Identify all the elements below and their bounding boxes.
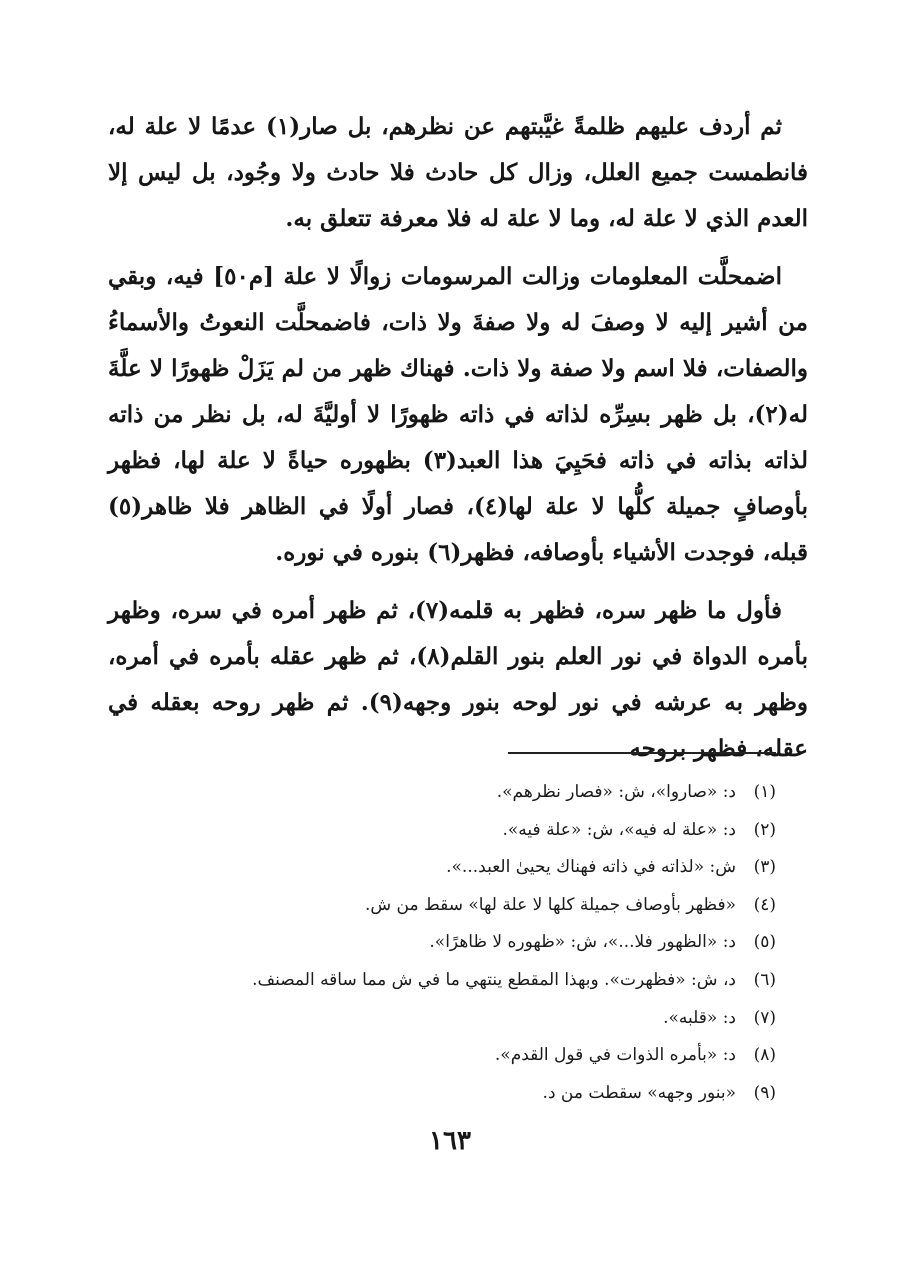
footnote-number: (٦) xyxy=(753,969,776,990)
footnote-9 xyxy=(176,1075,776,1113)
footnote-text: د، ش: «فظهرت». وبهذا المقطع ينتهي ما في ش مما ساقه المصنف. xyxy=(252,969,736,990)
footnote-text: ش: «لذاته في ذاته فهناك يحيىٰ العبد...». xyxy=(446,857,736,878)
footnote-4 xyxy=(176,887,776,925)
footnote-text: «فظهر بأوصاف جميلة كلها لا علة لها» سقط من ش. xyxy=(365,894,736,915)
footnote-2 xyxy=(176,812,776,850)
footnote-7 xyxy=(176,1000,776,1038)
footnote-text: د: «صاروا»، ش: «فصار نظرهم». xyxy=(496,782,736,802)
paragraph-1 xyxy=(108,104,808,242)
footnote-number: (٩) xyxy=(753,1082,776,1103)
footnote-6 xyxy=(176,962,776,1000)
footnote-text: د: «علة له فيه»، ش: «علة فيه». xyxy=(502,819,736,840)
footnote-number: (٧) xyxy=(753,1007,776,1028)
footnote-number: (٥) xyxy=(753,932,776,953)
footnote-number: (٨) xyxy=(753,1045,776,1066)
footnote-text: د: «بأمره الذوات في قول القدم». xyxy=(494,1045,736,1066)
footnote-3 xyxy=(176,849,776,887)
footnote-text: د: «قلبه». xyxy=(663,1007,736,1028)
footnote-8 xyxy=(176,1037,776,1075)
footnotes-list xyxy=(176,774,776,1112)
footnote-1 xyxy=(176,774,776,812)
paragraph-3-text: فأول ما ظهر سره، فظهر به قلمه(٧)، ثم ظهر أمره في سره، وظهر بأمره الدواة في نور العلم بنور القلم(٨)، ثم ظهر عقله بأمره في أمره، وظهر به عرشه في نور لوحه بنور وجهه(٩). ثم ظهر روحه بعقله في عقله، فظهر بروحه xyxy=(108,597,808,762)
footnote-number: (٤) xyxy=(753,894,776,915)
paragraph-1-text: ثم أردف عليهم ظلمةً غيَّبتهم عن نظرهم، بل صار(١) عدمًا لا علة له، فانطمست جميع العلل، وزال كل حادث فلا حادث ولا وجُود، بل ليس إلا العدم الذي لا علة له، وما لا علة له فلا معرفة تتعلق به. xyxy=(108,113,808,232)
footnote-text: «بنور وجهه» سقطت من د. xyxy=(542,1082,736,1103)
paragraph-3 xyxy=(108,588,808,772)
footnote-number: (٢) xyxy=(753,819,776,840)
page-number: ١٦٣ xyxy=(429,1126,471,1156)
footnote-number: (١) xyxy=(753,782,776,802)
paragraph-2-text: اضمحلَّت المعلومات وزالت المرسومات زوالًا لا علة [م٥٠] فيه، وبقي من أشير إليه لا وصفَ له ولا صفةَ ولا ذات، فاضمحلَّت النعوتُ والأسماءُ والصفات، فلا اسم ولا صفة ولا ذات. فهناك ظهر من لم يَزَلْ ظهورًا لا علَّةَ له(٢)، بل ظهر بسِرِّه لذاته في ذاته ظهورًا لا أوليَّةَ له، بل نظر من ذاته لذاته بذاته في ذاته فحَيِيَ هذا العبد(٣) بظهوره حياةً لا علة لها، فظهر بأوصافٍ جميلة كلُّها لا علة لها(٤)، فصار أولًا في الظاهر فلا ظاهر(٥) قبله، فوجدت الأشياء بأوصافه، فظهر(٦) بنوره في نوره. xyxy=(108,263,809,566)
footnote-number: (٣) xyxy=(753,857,776,878)
footnote-divider xyxy=(508,752,776,754)
footnote-5 xyxy=(176,924,776,962)
footnote-text: د: «الظهور فلا...»، ش: «ظهوره لا ظاهرًا». xyxy=(429,932,736,953)
main-text xyxy=(108,104,808,772)
paragraph-2 xyxy=(108,254,808,576)
